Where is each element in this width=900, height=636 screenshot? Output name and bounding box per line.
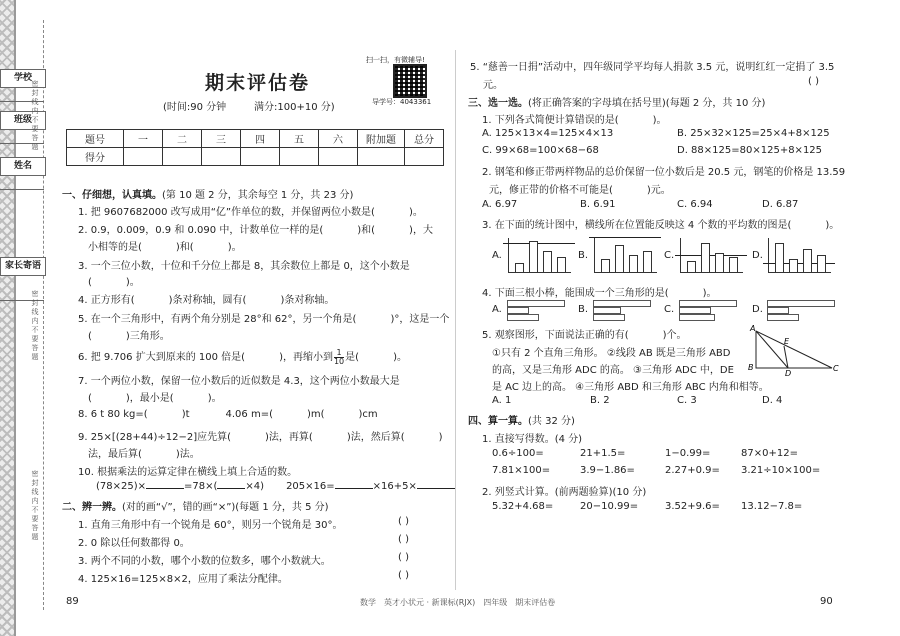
option-letter: D. [752,250,763,261]
table-cell: 得分 [67,148,124,166]
q-text: 4. 下面三根小棒，能围成一个三角形的是( [482,288,669,299]
right-page-number: 90 [820,596,833,607]
question-7: 7. 一个两位小数，保留一位小数后的近似数是 4.3，这个两位小数最大是 [78,376,400,387]
stick [679,307,711,314]
q-text: )元。 [646,185,671,196]
q-text: )个。 [662,330,687,341]
bar [803,249,812,272]
q-text: ( [88,277,92,288]
table-cell: 六 [319,130,358,148]
section-note: (对的画“√”，错的画“×”)(每题 1 分，共 5 分) [122,502,329,513]
bar [817,255,826,272]
section-2-heading [62,498,329,513]
score-cell[interactable] [163,148,202,166]
choice-5-stmt-1: ①只有 2 个直角三角形。 ②线段 AB 既是三角形 ABD [492,348,731,359]
decorative-border [0,0,14,636]
answer-paren[interactable]: ( ) [398,516,409,527]
q-text: 9. 25×[(28+44)÷12−2]应先算( [78,432,232,443]
bar [789,259,798,272]
q-text: ) [438,432,443,443]
q-text: 8. 6 t 80 kg=( [78,409,148,420]
border-line [14,0,16,636]
choice-2-cont [489,181,671,196]
table-cell: 总分 [405,130,444,148]
option-b: B. 2 [590,395,610,406]
stick [679,300,737,307]
q-text: )法，然后算( [346,432,405,443]
question-6 [78,348,407,366]
point-label: E [784,337,790,346]
option-c: C. 6.94 [677,199,713,210]
section-note: (第 10 题 2 分，其余每空 1 分，共 23 分) [162,190,354,201]
q-text: )，最小是( [125,393,174,404]
q-text: ×4) [245,481,265,492]
score-cell[interactable] [202,148,241,166]
calc-1: 1. 直接写得数。(4 分) [482,434,583,445]
bar [775,243,784,272]
calc-item: 5.32+4.68= [492,501,554,512]
bar [687,261,696,272]
calc-2: 2. 列竖式计算。(前两题验算)(10 分) [482,487,647,498]
q-text: )，再缩小到 [279,352,333,363]
q-text: =78×( [184,481,218,492]
section-title: 一、仔细想，认真填。 [62,190,162,201]
section-title: 二、辨一辨。 [62,502,122,513]
q-text: 3. 在下面的统计图中，横线所在位置能反映这 4 个数的平均数的图是( [482,220,792,231]
mini-chart-c [680,238,743,273]
stick [767,307,789,314]
name-line [0,189,44,190]
time-info: (时间:90 分钟 [163,102,227,113]
bar [557,257,566,272]
table-cell: 四 [241,130,280,148]
q-text: )。 [825,220,840,231]
answer-paren[interactable]: ( ) [398,552,409,563]
question-2 [78,221,433,236]
section-1-heading [62,186,353,201]
option-d: D. 4 [762,395,783,406]
section-note: (将正确答案的字母填在括号里)(每题 2 分，共 10 分) [528,98,766,109]
option-letter: D. [752,304,763,315]
section-4-heading [468,412,575,427]
option-a: A. 125×13×4=125×4×13 [482,128,614,139]
q-text: )。 [393,352,407,363]
qr-code-label: 导学号：4043361 [372,98,432,106]
q-text: )cm [358,409,378,420]
score-cell[interactable] [280,148,319,166]
stick [507,300,565,307]
point-label: D [785,369,792,376]
q-text: )法，再算( [265,432,313,443]
question-3-cont [88,273,140,288]
judge-1: 1. 直角三角形中有一个锐角是 60°，则另一个锐角是 30°。 [78,520,343,531]
q-text: )三角形。 [125,331,170,342]
question-1 [78,203,423,218]
question-3: 3. 一个三位小数，十位和千分位上都是 8，其余数位上都是 0，这个小数是 [78,261,410,272]
mini-chart-d [768,238,831,273]
q-text: 1. 把 9607682000 改写成用“亿”作单位的数，并保留两位小数是( [78,207,375,218]
q-text: 是( [345,352,360,363]
q-text: )°，这是一个 [390,314,450,325]
class-label: 班级 [0,111,46,130]
table-cell: 五 [280,130,319,148]
option-letter: C. [664,250,675,261]
calc-item: 21+1.5= [580,448,626,459]
score-cell[interactable] [124,148,163,166]
bar [529,241,538,272]
choice-5-stmt-2: 的高，又是三角形 ADC 的高。 ③三角形 ADC 中，DE [492,365,734,376]
name-label: 姓名 [0,157,46,176]
q-text: )。 [227,242,242,253]
seal-text: 密封线内不要答题 [31,290,39,361]
section-3-heading [468,94,765,109]
question-2-cont [88,238,242,253]
school-label: 学校 [0,69,46,88]
calc-item: 3.21÷10×100= [741,465,821,476]
bar [615,245,624,272]
bar [643,251,652,272]
choice-2: 2. 钢笔和修正带两样物品的总价保留一位小数后是 20.5 元，钢笔的价格是 13.59 [482,167,846,178]
calc-item: 7.81×100= [492,465,551,476]
point-label: B [748,363,754,372]
question-9-cont [88,445,200,460]
q-text: 205×16= [286,481,335,492]
score-cell[interactable] [405,148,444,166]
choice-3 [482,216,839,231]
option-letter: B. [578,304,589,315]
calc-item: 0.6÷100= [492,448,544,459]
q-text: 5. 在一个三角形中，有两个角分别是 28°和 62°，另一个角是( [78,314,357,325]
footer-text: 数学 英才小状元 · 新课标(RJX) 四年级 期末评估卷 [360,598,556,607]
q-text: ( [88,331,92,342]
q-text: 6. 把 9.706 扩大到原来的 100 倍是( [78,352,246,363]
option-d: D. 88×125=80×125+8×125 [677,145,823,156]
stick [593,307,621,314]
option-a: A. 6.97 [482,199,518,210]
left-page-number: 89 [66,596,79,607]
question-7-cont [88,389,222,404]
score-row [67,148,444,166]
choice-1 [482,111,667,126]
judge-2: 2. 0 除以任何数都得 0。 [78,538,190,549]
option-b: B. 6.91 [580,199,616,210]
option-letter: A. [492,250,502,261]
bar [701,243,710,272]
qr-code[interactable] [393,64,427,98]
q-text: 2. 0.9，0.009，0.9 和 0.090 中，计数单位一样的是( [78,225,324,236]
question-10: 10. 根据乘法的运算定律在横线上填上合适的数。 [78,467,298,478]
page-title: 期末评估卷 [205,72,311,94]
answer-paren[interactable]: ( ) [398,570,409,581]
q-text: )m( [306,409,325,420]
score-header-row [67,130,444,148]
judge-5: 5. “慈善一日捐”活动中，四年级同学平均每人捐款 3.5 元，说明红红一定捐了 3.5 [470,62,835,73]
calc-item: 1−0.99= [665,448,711,459]
q-text: )条对称轴，圆有( [168,295,247,306]
score-cell[interactable] [319,148,358,166]
q-text: )。 [702,288,717,299]
fraction [334,349,344,366]
q-text: )和( [357,225,376,236]
q-text: )，大 [409,225,433,236]
q-text: )t [181,409,190,420]
section-note: (共 32 分) [528,416,575,427]
option-c: C. 99×68=100×68−68 [482,145,599,156]
question-4 [78,291,334,306]
table-cell: 二 [163,130,202,148]
bar [715,253,724,272]
judge-4: 4. 125×16=125×8×2，应用了乘法分配律。 [78,574,288,585]
fraction-numerator: 1 [334,349,344,358]
question-8 [78,409,378,420]
question-5 [78,310,449,325]
stick [507,314,539,321]
option-d: D. 6.87 [762,199,799,210]
q-text: )法。 [175,449,200,460]
bar [601,259,610,272]
fraction-denominator: 10 [333,356,345,366]
point-label: A [750,324,756,333]
q-text: )条对称轴。 [280,295,335,306]
question-10-eq [96,481,455,492]
q-text: 1. 下列各式简便计算错误的是( [482,115,619,126]
stick [593,300,651,307]
option-letter: A. [492,304,502,315]
calc-item: 87×0+12= [741,448,798,459]
triangle-figure [748,324,840,376]
seal-text: 密封线内不要答题 [31,470,39,541]
q-text: 4. 正方形有( [78,295,135,306]
page-divider [455,50,456,590]
q-text: 4.06 m=( [225,409,273,420]
judge-3: 3. 两个不同的小数，哪个小数的位数多，哪个小数就大。 [78,556,331,567]
bar [515,263,524,272]
q-text: 法，最后算( [88,449,142,460]
point-label: C [833,364,839,373]
q-text: ( [88,393,92,404]
answer-paren[interactable]: ( ) [808,76,819,87]
q-text: )。 [408,207,423,218]
question-5-cont [88,327,170,342]
option-letter: B. [578,250,589,261]
mini-chart-b [594,238,657,273]
option-c: C. 3 [677,395,697,406]
score-cell[interactable] [241,148,280,166]
average-line [503,243,575,244]
q-text: )。 [125,277,140,288]
q-text: )和( [175,242,194,253]
q-text: )。 [207,393,222,404]
score-info: 满分:100+10 分) [254,102,335,113]
bar [729,257,738,272]
answer-paren[interactable]: ( ) [398,534,409,545]
score-cell[interactable] [358,148,405,166]
q-text: 小相等的是( [88,242,142,253]
calc-item: 3.9−1.86= [580,465,635,476]
average-line [675,255,747,256]
stick [767,314,799,321]
seal-dashed-line [43,20,44,610]
average-line [589,237,661,238]
calc-item: 20−10.99= [580,501,639,512]
calc-item: 2.27+0.9= [665,465,720,476]
q-text: )。 [652,115,667,126]
qr-caption: 扫一扫，有微辅导! [366,56,425,64]
stick [593,314,625,321]
q-text: (78×25)× [96,481,147,492]
table-cell: 三 [202,130,241,148]
choice-5-stmt-3: 是 AC 边上的高。 ④三角形 ABD 和三角形 ABC 内角和相等。 [492,382,769,393]
bar [629,255,638,272]
section-title: 四、算一算。 [468,416,528,427]
q-text: 5. 观察图形，下面说法正确的有( [482,330,629,341]
option-b: B. 25×32×125=25×4+8×125 [677,128,830,139]
choice-4 [482,284,717,299]
bar [543,251,552,272]
table-cell: 题号 [67,130,124,148]
stick [767,300,835,307]
triangle-abc [756,331,832,368]
judge-5-cont: 元。 [483,80,503,91]
mini-chart-a [508,238,571,273]
calc-item: 3.52+9.6= [665,501,720,512]
table-cell: 附加题 [358,130,405,148]
table-cell: 一 [124,130,163,148]
option-a: A. 1 [492,395,512,406]
question-9 [78,428,443,443]
choice-5 [482,326,687,341]
q-text: ×16+5× [372,481,417,492]
calc-item: 13.12−7.8= [741,501,803,512]
section-title: 三、选一选。 [468,98,528,109]
option-letter: C. [664,304,675,315]
stick [507,307,529,314]
score-table [66,129,444,166]
stick [679,314,715,321]
parent-message-label: 家长寄语 [0,257,46,276]
q-text: 元，修正带的价格不可能是( [489,185,613,196]
seal-text: 密封线内不要答题 [31,80,39,151]
